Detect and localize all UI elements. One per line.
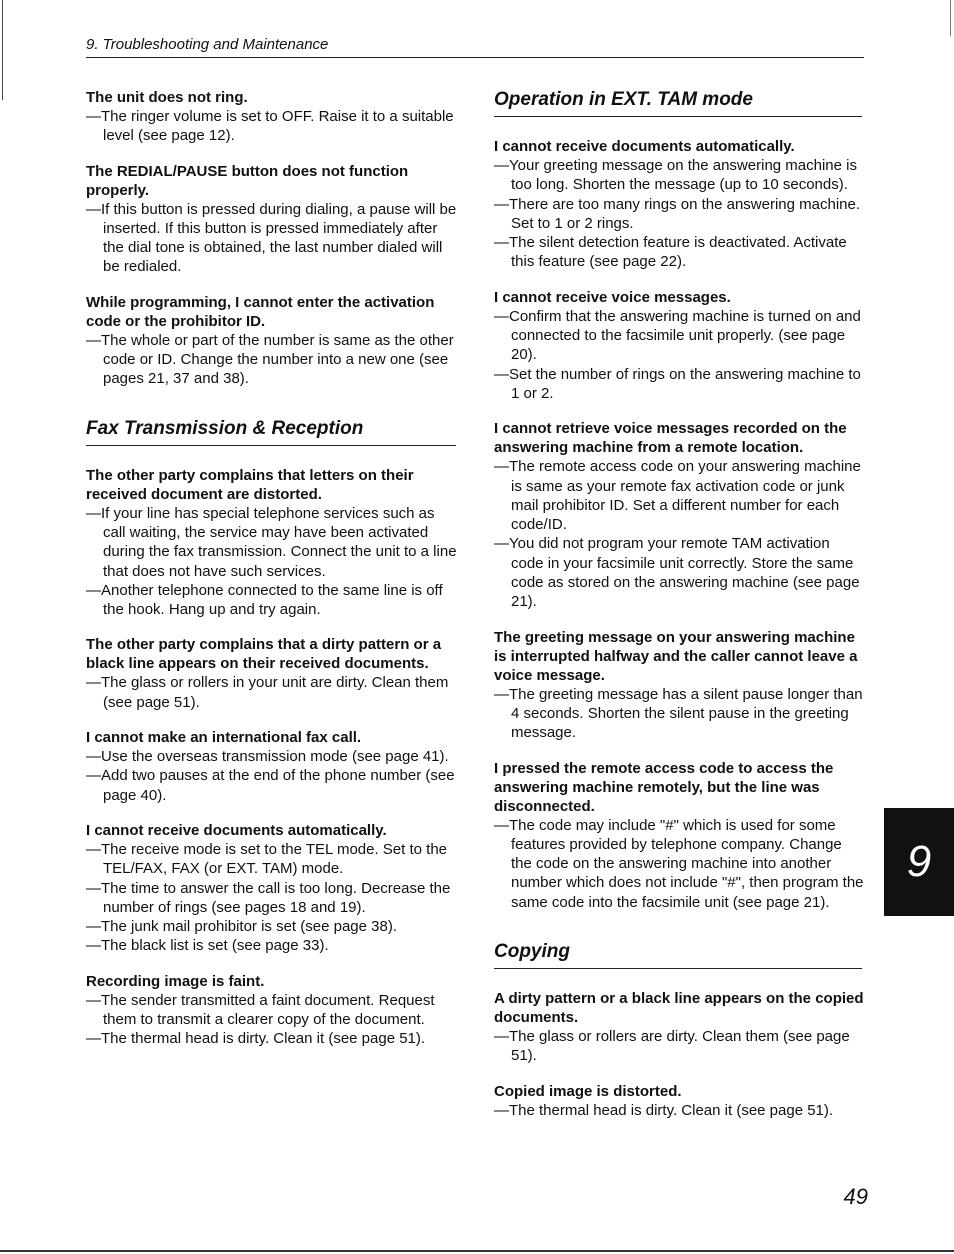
left-column: [86, 88, 458, 1065]
running-header: 9. Troubleshooting and Maintenance: [86, 36, 864, 58]
problem-heading: I cannot receive voice messages.: [494, 288, 731, 306]
problem-heading: I cannot retrieve voice messages recorded on the answering machine from a remote location.: [494, 420, 847, 457]
page-number: 49: [843, 1184, 868, 1209]
solution-text: —Your greeting message on the answering machine is too long. Shorten the message (up to 10 seconds).: [494, 157, 857, 194]
problem-heading: Recording image is faint.: [86, 972, 265, 990]
qa-entry: [86, 728, 458, 805]
bottom-rule: [0, 1250, 954, 1252]
solution-text: —If this button is pressed during dialing, a pause will be inserted. If this button is pressed immediately after the dial tone is obtained, the last number dialed will be redialed.: [86, 200, 457, 276]
qa-entry: [86, 466, 458, 620]
problem-heading: The greeting message on your answering machine is interrupted halfway and the caller cannot leave a voice message.: [494, 628, 858, 684]
qa-entry: [86, 88, 458, 146]
problem-heading: The other party complains that letters on their received document are distorted.: [86, 466, 414, 503]
solution-text: —Confirm that the answering machine is turned on and connected to the facsimile unit properly. (see page 20).: [494, 307, 861, 364]
solution-text: —The sender transmitted a faint document. Request them to transmit a clearer copy of the document.: [86, 991, 435, 1029]
problem-heading: The unit does not ring.: [86, 89, 248, 106]
problem-heading: The REDIAL/PAUSE button does not function properly.: [86, 162, 409, 199]
problem-heading: The other party complains that a dirty pattern or a black line appears on their received documents.: [86, 636, 442, 673]
qa-entry: [494, 137, 866, 272]
chapter-tab: 9: [884, 808, 954, 916]
fax-entries: [86, 466, 458, 1049]
section-title-ext-tam: Operation in EXT. TAM mode: [494, 88, 862, 117]
solution-text: —Another telephone connected to the same line is off the hook. Hang up and try again.: [86, 581, 443, 619]
qa-entry: [494, 759, 866, 912]
qa-entry: [86, 293, 458, 389]
solution-text: —Add two pauses at the end of the phone number (see page 40).: [86, 767, 455, 804]
solution-text: —You did not program your remote TAM activation code in your facsimile unit correctly. Store the same code as stored on the answering machine (see page 21).: [494, 535, 860, 611]
qa-entry: [494, 989, 866, 1066]
solution-text: —The glass or rollers are dirty. Clean them (see page 51).: [494, 1028, 850, 1065]
qa-entry: [86, 821, 458, 956]
solution-text: —The thermal head is dirty. Clean it (see page 51).: [494, 1101, 834, 1119]
solution-text: —The junk mail prohibitor is set (see page 38).: [86, 918, 397, 936]
scan-edge-mark: [950, 0, 951, 36]
qa-entry: [494, 419, 866, 611]
problem-heading: While programming, I cannot enter the activation code or the prohibitor ID.: [86, 293, 435, 330]
qa-entry: [494, 288, 866, 403]
section-title-fax: Fax Transmission & Reception: [86, 417, 456, 446]
solution-text: —Set the number of rings on the answering machine to 1 or 2.: [494, 365, 861, 402]
solution-text: —If your line has special telephone services such as call waiting, the service may have been activated during the fax transmission. Connect the unit to a line that does not have such services.: [86, 504, 457, 580]
solution-text: —The remote access code on your answering machine is same as your remote fax activation code or junk mail prohibitor ID. Set a different number for each code/ID.: [494, 458, 861, 534]
qa-entry: [494, 628, 866, 743]
section-title-copying: Copying: [494, 940, 862, 969]
qa-entry: [86, 972, 458, 1049]
solution-text: —The glass or rollers in your unit are dirty. Clean them (see page 51).: [86, 674, 449, 711]
solution-text: —The black list is set (see page 33).: [86, 937, 329, 955]
solution-text: —Use the overseas transmission mode (see page 41).: [86, 748, 449, 766]
qa-entry: [86, 162, 458, 277]
solution-text: —The code may include "#" which is used for some features provided by telephone company. Change the code on the answering machine into another number which does not include "#", then program the same code into the facsimile unit (see page 21).: [494, 816, 864, 911]
solution-text: —The greeting message has a silent pause longer than 4 seconds. Shorten the silent pause in the greeting message.: [494, 685, 863, 742]
solution-text: —The receive mode is set to the TEL mode. Set to the TEL/FAX, FAX (or EXT. TAM) mode.: [86, 840, 448, 878]
scan-edge-mark: [2, 0, 3, 100]
problem-heading: I cannot receive documents automatically.: [494, 138, 795, 155]
problem-heading: I cannot make an international fax call.: [86, 729, 362, 747]
right-column: [494, 88, 866, 1136]
problem-heading: I pressed the remote access code to access the answering machine remotely, but the line was disconnected.: [494, 759, 834, 815]
problem-heading: I cannot receive documents automatically.: [86, 821, 387, 839]
solution-text: —The ringer volume is set to OFF. Raise it to a suitable level (see page 12).: [86, 108, 454, 145]
left-top-entries: [86, 88, 458, 389]
solution-text: —The time to answer the call is too long. Decrease the number of rings (see pages 18 and 19).: [86, 879, 451, 916]
solution-text: —The silent detection feature is deactivated. Activate this feature (see page 22).: [494, 234, 847, 271]
problem-heading: A dirty pattern or a black line appears on the copied documents.: [494, 990, 864, 1027]
solution-text: —There are too many rings on the answering machine. Set to 1 or 2 rings.: [494, 195, 861, 232]
solution-text: —The whole or part of the number is same as the other code or ID. Change the number into a new one (see pages 21, 37 and 38).: [86, 331, 454, 388]
copying-entries: [494, 989, 866, 1120]
qa-entry: [86, 635, 458, 712]
ext-tam-entries: [494, 137, 866, 912]
problem-heading: Copied image is distorted.: [494, 1082, 682, 1100]
solution-text: —The thermal head is dirty. Clean it (see page 51).: [86, 1030, 426, 1048]
qa-entry: [494, 1082, 866, 1120]
